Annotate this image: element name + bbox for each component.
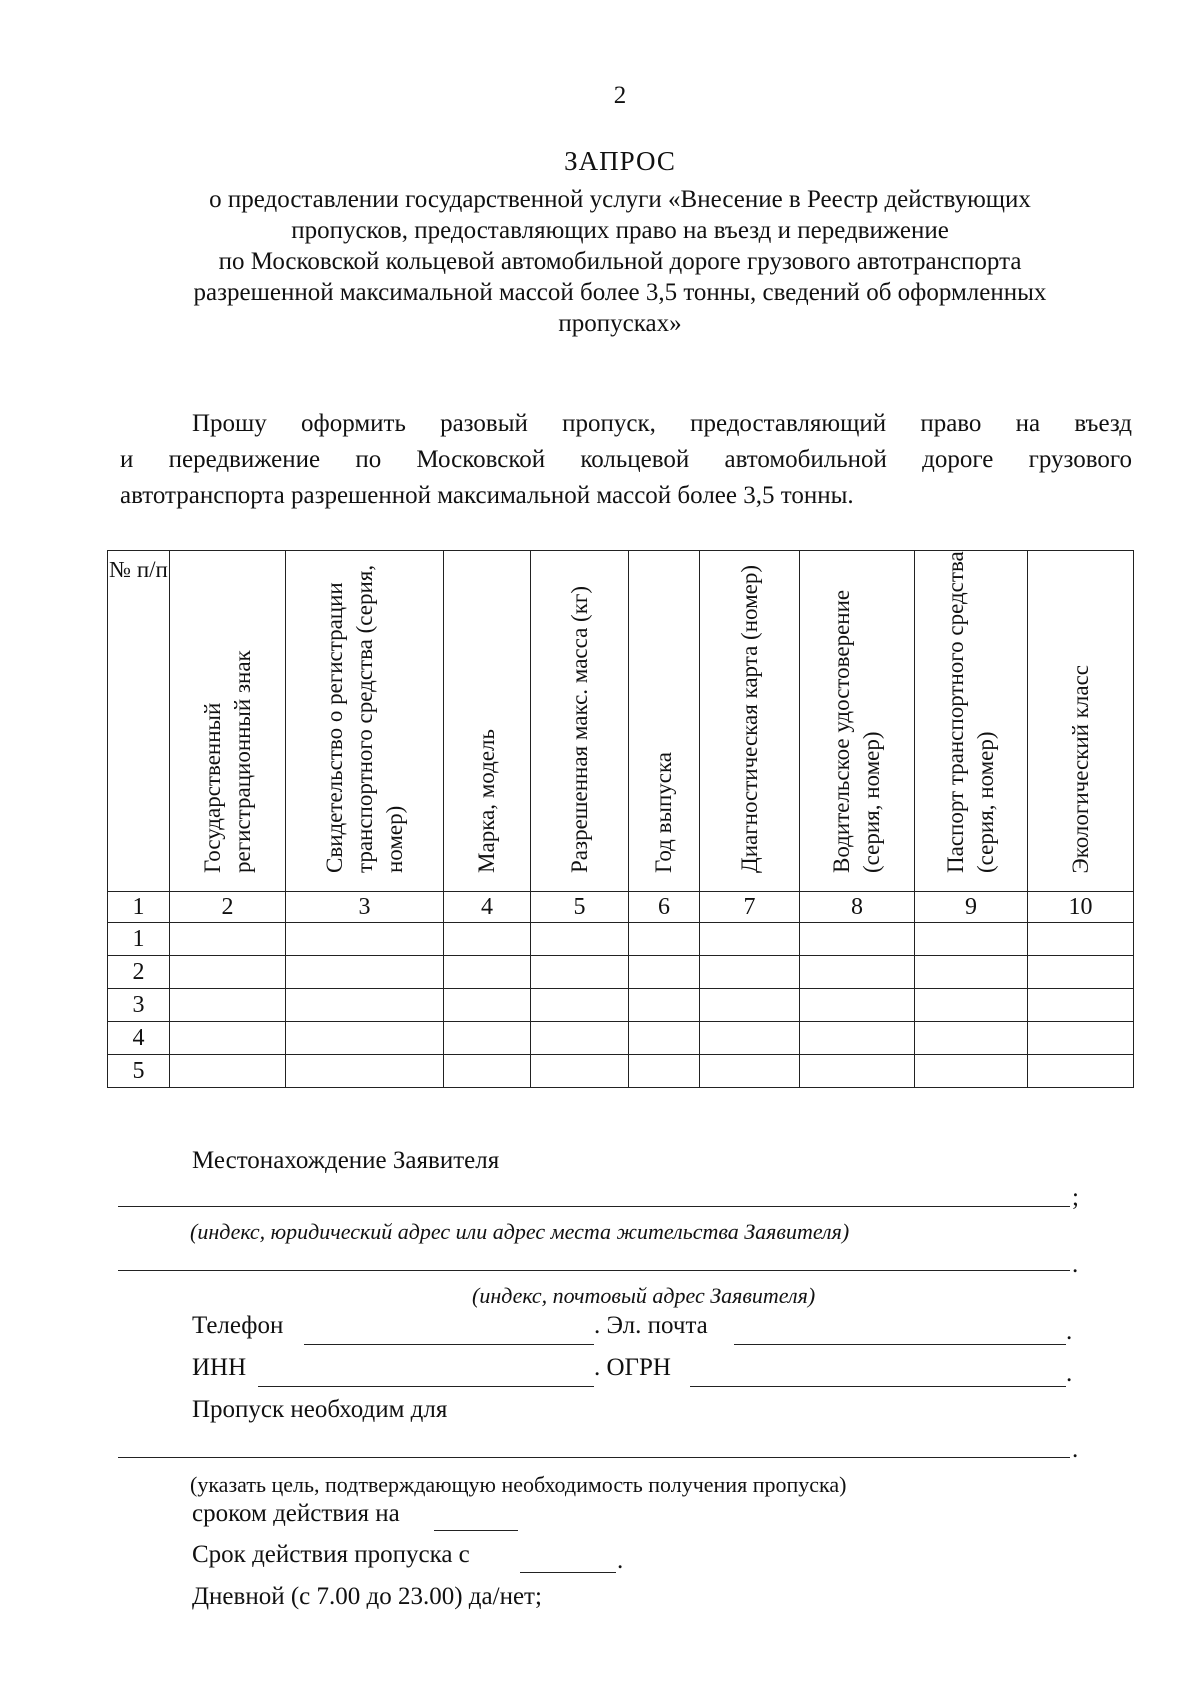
header-eco-class-label: Экологический класс [1067, 664, 1093, 873]
header-year-label: Год выпуска [651, 752, 676, 873]
table-cell[interactable] [800, 956, 915, 989]
table-cell[interactable] [286, 956, 444, 989]
table-cell[interactable] [800, 1022, 915, 1055]
table-cell[interactable] [1028, 1055, 1134, 1088]
header-driver-license-label: Водительское удостоверение (серия, номер) [829, 589, 884, 873]
phone-label: Телефон [192, 1312, 284, 1339]
header-number-label: № п/п [109, 557, 168, 582]
row-number: 1 [108, 923, 170, 956]
table-cell[interactable] [629, 923, 700, 956]
term-field[interactable] [434, 1530, 518, 1531]
ogrn-label: . ОГРН [594, 1354, 671, 1381]
inn-label: ИНН [192, 1354, 247, 1381]
subtitle-line: пропусках» [558, 310, 682, 337]
paragraph-line: автотранспорта разрешенной максимальной массой более 3,5 тонны. [120, 482, 854, 509]
table-cell[interactable] [629, 1055, 700, 1088]
table-row [108, 989, 1134, 1022]
column-number-row [108, 892, 1134, 923]
table-cell[interactable] [170, 989, 286, 1022]
table-cell[interactable] [444, 989, 531, 1022]
column-number: 9 [915, 892, 1028, 923]
term-label: сроком действия на [192, 1500, 400, 1527]
header-reg-certificate [286, 551, 444, 892]
header-vehicle-passport-label: Паспорт транспортного средства (серия, номер) [943, 551, 998, 873]
vehicle-table [107, 550, 1134, 1088]
period: . [1066, 1360, 1073, 1387]
postal-address-hint: (индекс, почтовый адрес Заявителя) [472, 1283, 816, 1308]
column-number: 10 [1028, 892, 1134, 923]
table-cell[interactable] [1028, 956, 1134, 989]
table-cell[interactable] [700, 956, 800, 989]
legal-address-hint: (индекс, юридический адрес или адрес места жительства Заявителя) [190, 1219, 850, 1244]
table-cell[interactable] [1028, 923, 1134, 956]
table-cell[interactable] [286, 989, 444, 1022]
table-cell[interactable] [915, 1055, 1028, 1088]
row-number: 3 [108, 989, 170, 1022]
email-field[interactable] [734, 1344, 1066, 1345]
phone-field[interactable] [304, 1344, 594, 1345]
day-option-label: Дневной (с 7.00 до 23.00) да/нет; [192, 1583, 542, 1610]
column-number: 8 [800, 892, 915, 923]
table-cell[interactable] [629, 989, 700, 1022]
header-max-mass-label: Разрешенная макс. масса (кг) [566, 586, 592, 873]
table-row [108, 923, 1134, 956]
table-cell[interactable] [531, 1022, 629, 1055]
table-cell[interactable] [700, 1055, 800, 1088]
table-cell[interactable] [444, 1022, 531, 1055]
table-cell[interactable] [800, 923, 915, 956]
table-cell[interactable] [286, 923, 444, 956]
table-cell[interactable] [444, 923, 531, 956]
header-reg-plate [170, 551, 286, 892]
table-cell[interactable] [1028, 1022, 1134, 1055]
period: . [617, 1547, 624, 1574]
table-cell[interactable] [170, 923, 286, 956]
postal-address-line[interactable] [118, 1270, 1070, 1271]
table-cell[interactable] [800, 989, 915, 1022]
header-diagnostic-card [700, 551, 800, 892]
row-number: 4 [108, 1022, 170, 1055]
paragraph-line: и передвижение по Московской кольцевой автомобильной дороге грузового [120, 446, 1132, 473]
period: . [1066, 1318, 1073, 1345]
row-number: 5 [108, 1055, 170, 1088]
header-reg-certificate-label: Свидетельство о регистрации транспортного средства (серия, номер) [321, 564, 407, 873]
page-number: 2 [613, 82, 627, 109]
header-vehicle-passport [915, 551, 1028, 892]
table-cell[interactable] [915, 956, 1028, 989]
table-cell[interactable] [531, 989, 629, 1022]
header-number [108, 551, 170, 892]
table-cell[interactable] [170, 956, 286, 989]
column-number: 4 [444, 892, 531, 923]
header-year [629, 551, 700, 892]
table-cell[interactable] [531, 956, 629, 989]
table-cell[interactable] [444, 1055, 531, 1088]
table-cell[interactable] [170, 1022, 286, 1055]
purpose-hint: (указать цель, подтверждающую необходимость получения пропуска) [190, 1472, 847, 1497]
purpose-label: Пропуск необходим для [192, 1396, 448, 1423]
request-paragraph [120, 406, 1132, 514]
header-make-model [444, 551, 531, 892]
document-subtitle [130, 184, 1110, 339]
start-label: Срок действия пропуска с [192, 1541, 470, 1568]
table-cell[interactable] [444, 956, 531, 989]
table-cell[interactable] [629, 956, 700, 989]
header-make-model-label: Марка, модель [474, 729, 499, 873]
column-number: 7 [700, 892, 800, 923]
header-driver-license [800, 551, 915, 892]
table-cell[interactable] [700, 1022, 800, 1055]
semicolon: ; [1072, 1184, 1079, 1211]
paragraph-line: Прошу оформить разовый пропуск, предоставляющий право на въезд [192, 410, 1132, 437]
inn-field[interactable] [258, 1386, 594, 1387]
document-title: ЗАПРОС [564, 146, 676, 176]
ogrn-field[interactable] [690, 1386, 1066, 1387]
subtitle-line: пропусков, предоставляющих право на въезд и передвижение [291, 217, 949, 244]
start-date-field[interactable] [520, 1572, 616, 1573]
purpose-field[interactable] [118, 1457, 1070, 1458]
location-label: Местонахождение Заявителя [192, 1147, 500, 1174]
table-cell[interactable] [170, 1055, 286, 1088]
table-cell[interactable] [800, 1055, 915, 1088]
table-cell[interactable] [915, 989, 1028, 1022]
table-cell[interactable] [1028, 989, 1134, 1022]
table-cell[interactable] [531, 1055, 629, 1088]
header-max-mass [531, 551, 629, 892]
legal-address-line[interactable] [118, 1206, 1070, 1207]
header-eco-class [1028, 551, 1134, 892]
table-row [108, 956, 1134, 989]
table-cell[interactable] [915, 1022, 1028, 1055]
table-cell[interactable] [700, 989, 800, 1022]
column-number: 5 [531, 892, 629, 923]
table-cell[interactable] [629, 1022, 700, 1055]
header-reg-plate-label: Государственный регистрационный знак [199, 650, 255, 873]
period: . [1072, 1436, 1079, 1463]
table-row [108, 1055, 1134, 1088]
column-number: 6 [629, 892, 700, 923]
email-label: . Эл. почта [594, 1312, 708, 1339]
subtitle-line: о предоставлении государственной услуги «Внесение в Реестр действующих [209, 186, 1031, 213]
table-cell[interactable] [286, 1022, 444, 1055]
column-number: 1 [108, 892, 170, 923]
table-cell[interactable] [700, 923, 800, 956]
subtitle-line: по Московской кольцевой автомобильной дороге грузового автотранспорта [218, 248, 1022, 275]
table-cell[interactable] [915, 923, 1028, 956]
table-cell[interactable] [531, 923, 629, 956]
table-cell[interactable] [286, 1055, 444, 1088]
subtitle-line: разрешенной максимальной массой более 3,5 тонны, сведений об оформленных [193, 279, 1047, 306]
period: . [1072, 1251, 1079, 1278]
header-diagnostic-card-label: Диагностическая карта (номер) [736, 565, 762, 873]
column-number: 2 [170, 892, 286, 923]
column-number: 3 [286, 892, 444, 923]
row-number: 2 [108, 956, 170, 989]
table-row [108, 1022, 1134, 1055]
